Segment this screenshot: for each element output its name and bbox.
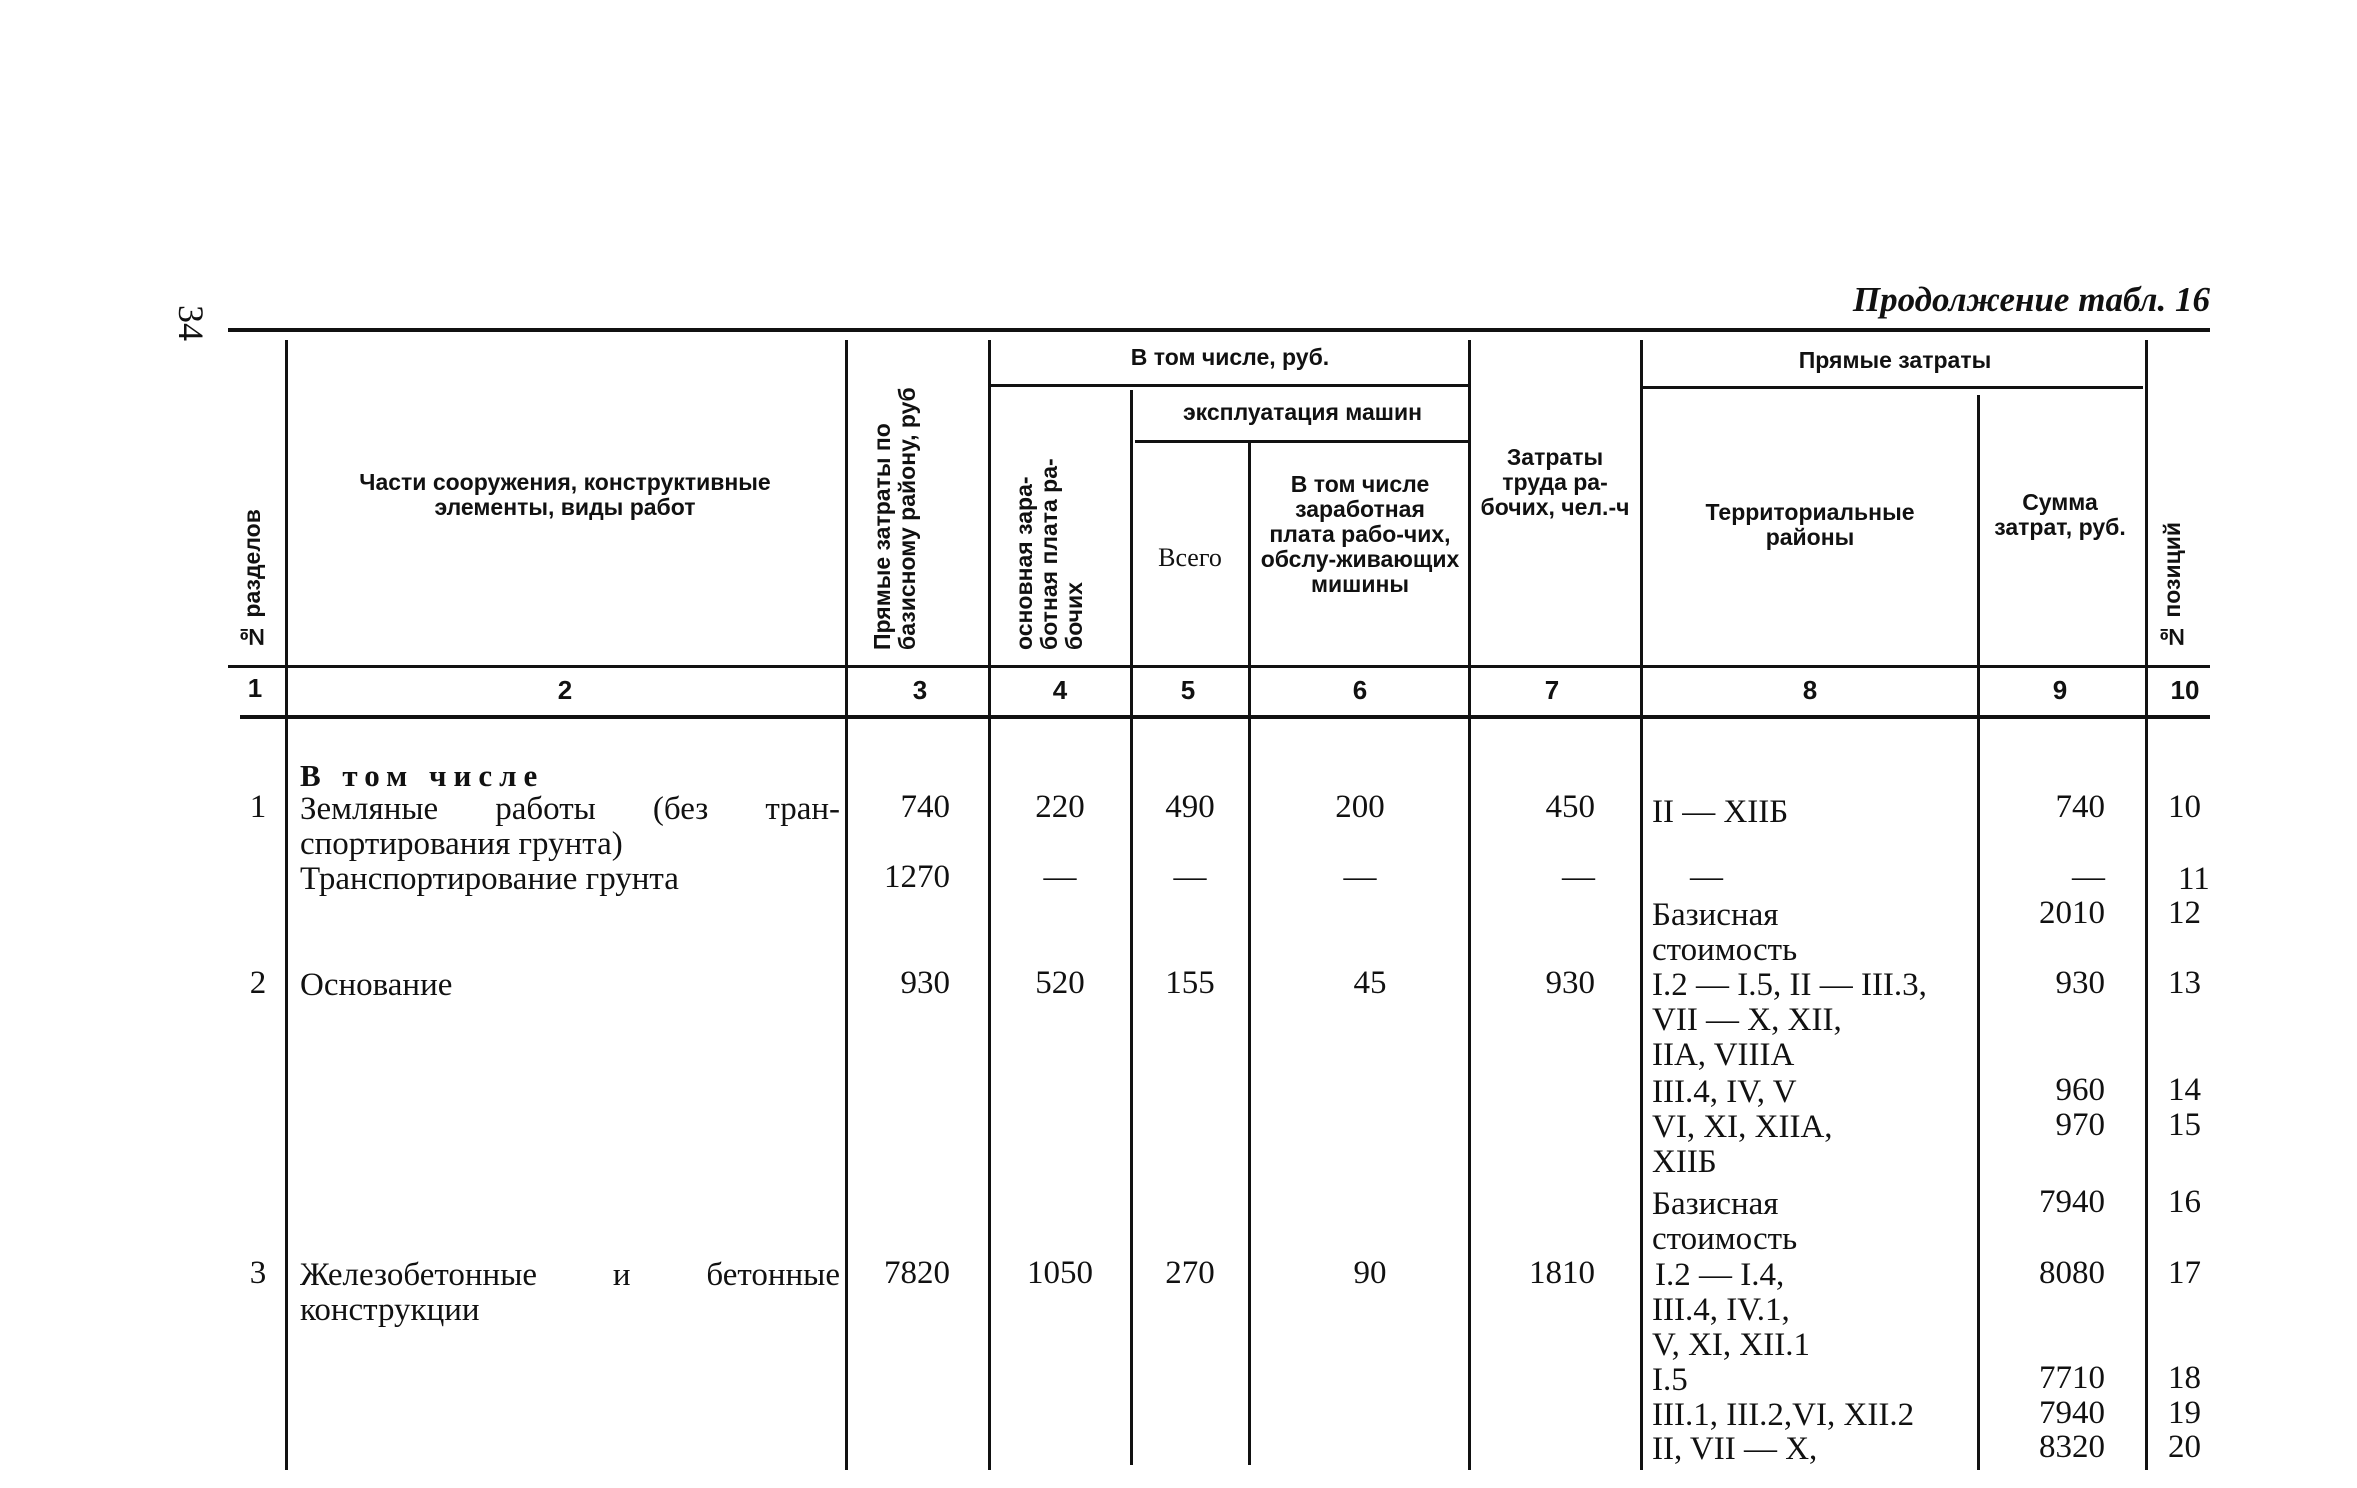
header-including-rub: В том числе, руб. — [1130, 344, 1330, 370]
table-caption: Продолжение табл. 16 — [1852, 280, 2210, 319]
header-direct-costs-base: Прямые затраты по базисному району, руб — [869, 387, 920, 650]
header-direct-costs: Прямые затраты — [1798, 347, 1992, 373]
header-territorial-regions: Территориальные районы — [1705, 499, 1915, 550]
header-position-no: № позиций — [2159, 521, 2185, 650]
including-label: В том числе — [300, 758, 545, 793]
header-machine-operation: эксплуатация машин — [1182, 399, 1423, 425]
colnum-10: 10 — [2170, 675, 2200, 705]
header-parts: Части сооружения, конструктивные элементы, виды работ — [359, 469, 771, 520]
top-rule — [228, 328, 2210, 332]
header-section-no: № разделов — [239, 509, 265, 650]
colnum-1: 1 — [247, 673, 263, 703]
colnum-4: 4 — [1052, 675, 1068, 705]
header-incl-wage: В том числе заработная плата рабо-чих, обслу-живающих мишины — [1260, 471, 1460, 597]
colnum-7: 7 — [1544, 675, 1560, 705]
header-cost-sum: Сумма затрат, руб. — [1994, 489, 2126, 540]
colnum-9: 9 — [2052, 675, 2068, 705]
colnum-5: 5 — [1180, 675, 1196, 705]
colnum-bottom-rule — [240, 715, 2210, 719]
colnum-6: 6 — [1352, 675, 1368, 705]
header-labor-costs: Затраты труда ра-бочих, чел.-ч — [1480, 444, 1630, 520]
header-total: Всего — [1158, 543, 1222, 572]
page-number: 34 — [171, 305, 211, 341]
colnum-3: 3 — [912, 675, 928, 705]
header-base-wage: основная зара-ботная плата ра-бочих — [1011, 458, 1087, 650]
colnum-8: 8 — [1802, 675, 1818, 705]
header-bottom-rule — [228, 665, 2210, 668]
colnum-2: 2 — [557, 675, 573, 705]
